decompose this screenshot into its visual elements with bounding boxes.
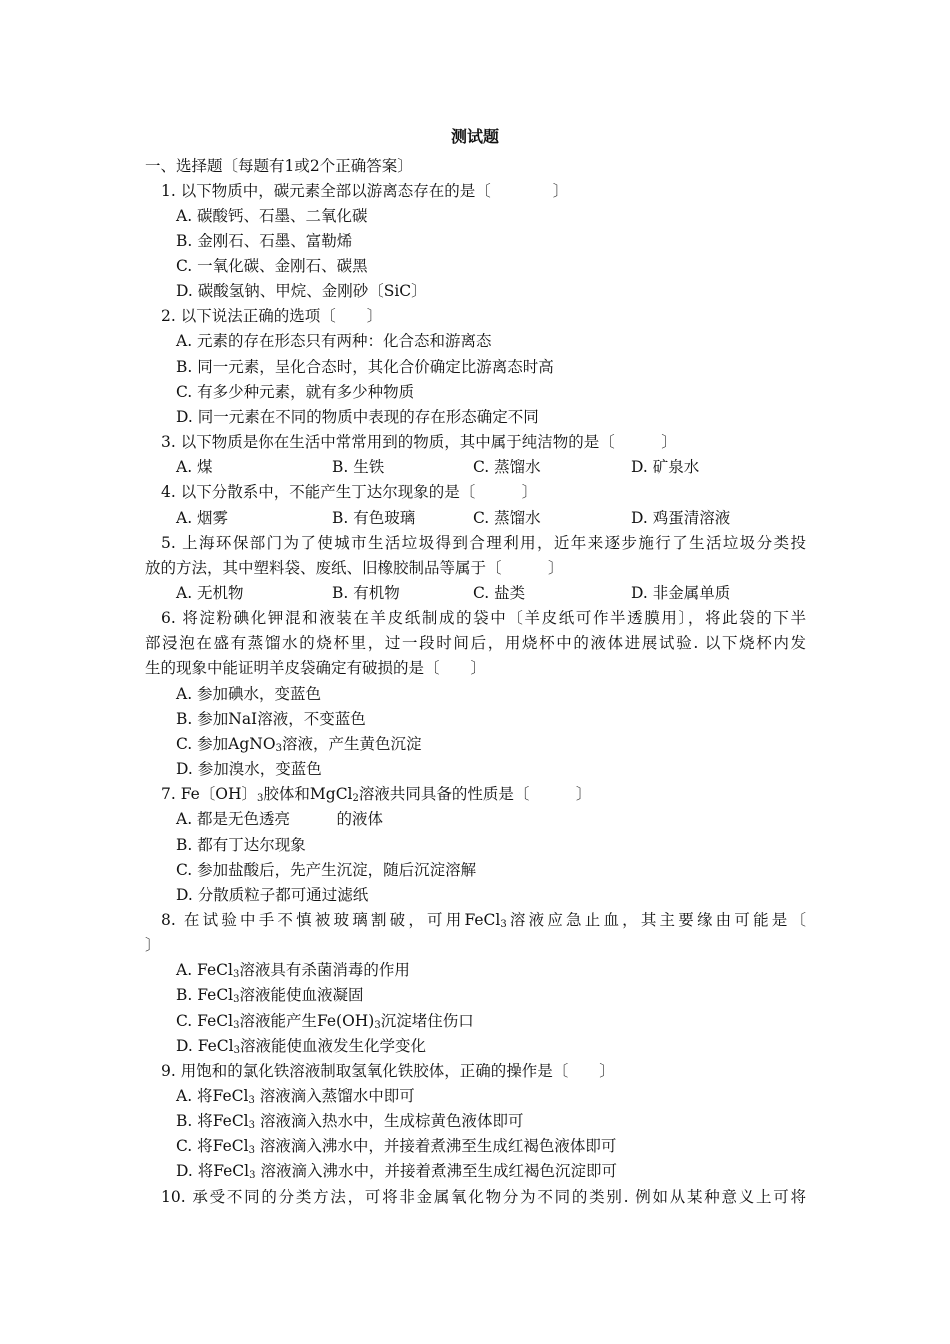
q8-stem-line2: 〕	[145, 936, 161, 954]
q8-option-b-subscript: 3	[233, 994, 240, 1005]
q7-option-d: D. 分散质粒子都可通过滤纸	[176, 886, 369, 904]
q6-option-d: D. 参加溴水，变蓝色	[176, 760, 322, 778]
q6-option-b-text: 溶液，不变蓝色	[257, 710, 366, 728]
q2-stem: 2. 以下说法正确的选项〔 〕	[161, 307, 383, 325]
q8-option-c-subscript2: 3	[374, 1020, 381, 1031]
q8-stem-line1	[161, 909, 806, 931]
q8-option-b-prefix: B. FeCl	[176, 986, 234, 1004]
q1-option-b: B. 金刚石、石墨、富勒烯	[176, 232, 353, 250]
q5-option-a: A. 无机物	[176, 584, 244, 602]
q6-option-c-subscript: 3	[275, 743, 282, 754]
q9-option-c-prefix: C. 将FeCl	[176, 1137, 249, 1155]
q7-stem-subscript2: 2	[352, 793, 359, 804]
q5-option-c: C. 盐类	[473, 584, 526, 602]
q4-option-b: B. 有色玻璃	[332, 509, 416, 527]
q2-option-b: B. 同一元素，呈化合态时，其化合价确定比游离态时高	[176, 358, 554, 376]
q7-stem	[161, 783, 591, 805]
q8-stem-part2: 溶液应急止血，其主要缘由可能是〔	[506, 911, 806, 929]
q9-option-d	[176, 1160, 617, 1182]
q8-option-d-subscript: 3	[233, 1045, 241, 1056]
q9-option-b-prefix: B. 将FeCl	[176, 1112, 249, 1130]
q9-option-d-prefix: D. 将FeCl	[176, 1162, 250, 1180]
q7-stem-part1: 7. Fe〔OH〕	[161, 785, 258, 803]
q8-option-c-middle: 溶液能产生Fe(OH)	[239, 1012, 375, 1030]
page-title: 测试题	[450, 127, 499, 146]
q1-stem: 1. 以下物质中，碳元素全部以游离态存在的是〔 〕	[161, 182, 569, 200]
q4-option-c: C. 蒸馏水	[473, 509, 541, 527]
q8-stem-subscript: 3	[500, 919, 507, 930]
q8-option-b	[176, 984, 364, 1006]
q9-option-c-subscript: 3	[248, 1145, 255, 1156]
q9-stem: 9. 用饱和的氯化铁溶液制取氢氧化铁胶体，正确的操作是〔 〕	[161, 1062, 615, 1080]
q8-option-c-prefix: C. FeCl	[176, 1012, 234, 1030]
q3-option-a: A. 煤	[176, 458, 213, 476]
q6-option-c-formula: AgNO	[228, 735, 276, 753]
q8-option-d	[176, 1035, 426, 1057]
q5-option-b: B. 有机物	[332, 584, 400, 602]
q6-option-c	[176, 733, 421, 755]
q7-stem-part2: 胶体和MgCl	[263, 785, 353, 803]
q3-option-c: C. 蒸馏水	[473, 458, 541, 476]
q8-option-c-text: 沉淀堵住伤口	[380, 1012, 474, 1030]
q9-option-a	[176, 1085, 415, 1107]
q8-option-b-text: 溶液能使血液凝固	[239, 986, 364, 1004]
q10-stem-line1: 10. 承受不同的分类方法，可将非金属氧化物分为不同的类别. 例如从某种意义上可将	[161, 1188, 806, 1206]
q9-option-b	[176, 1110, 523, 1132]
q6-option-c-text: 溶液，产生黄色沉淀	[281, 735, 422, 753]
q8-option-a-text: 溶液具有杀菌消毒的作用	[239, 961, 410, 979]
q4-option-d: D. 鸡蛋清溶液	[631, 509, 731, 527]
q2-option-a: A. 元素的存在形态只有两种：化合态和游离态	[176, 332, 492, 350]
q9-option-c-text: 溶液滴入沸水中，并接着煮沸至生成红褐色液体即可	[254, 1137, 617, 1155]
q1-option-a: A. 碳酸钙、石墨、二氧化碳	[176, 207, 368, 225]
q7-stem-part3: 溶液共同具备的性质是〔 〕	[358, 785, 592, 803]
q6-option-b	[176, 708, 366, 730]
q8-stem-part1: 8. 在试验中手不慎被玻璃割破，可用FeCl	[161, 911, 501, 929]
q7-option-a: A. 都是无色透亮 的液体	[176, 810, 384, 828]
q3-option-b: B. 生铁	[332, 458, 385, 476]
q6-option-b-prefix: B. 参加	[176, 710, 229, 728]
q6-stem-line2: 部浸泡在盛有蒸馏水的烧杯里，过一段时间后，用烧杯中的液体进展试验. 以下烧杯内发	[145, 634, 806, 652]
q8-option-a	[176, 959, 410, 981]
q6-option-c-prefix: C. 参加	[176, 735, 229, 753]
q6-option-a: A. 参加碘水，变蓝色	[176, 685, 322, 703]
q2-option-c: C. 有多少种元素，就有多少种物质	[176, 383, 415, 401]
q8-option-d-prefix: D. FeCl	[176, 1037, 234, 1055]
q8-option-a-prefix: A. FeCl	[176, 961, 233, 979]
q8-option-c-subscript1: 3	[233, 1020, 240, 1031]
q5-stem-line2: 放的方法，其中塑料袋、废纸、旧橡胶制品等属于〔 〕	[145, 559, 564, 577]
q9-option-d-subscript: 3	[249, 1170, 256, 1181]
q9-option-a-subscript: 3	[248, 1095, 255, 1106]
q3-stem: 3. 以下物质是你在生活中常常用到的物质，其中属于纯洁物的是〔 〕	[161, 433, 677, 451]
q6-stem-line3: 生的现象中能证明羊皮袋确定有破损的是〔 〕	[145, 659, 487, 677]
q3-option-d: D. 矿泉水	[631, 458, 700, 476]
q9-option-d-text: 溶液滴入沸水中，并接着煮沸至生成红褐色沉淀即可	[255, 1162, 617, 1180]
q8-option-a-subscript: 3	[232, 969, 240, 980]
q4-stem: 4. 以下分散系中，不能产生丁达尔现象的是〔 〕	[161, 483, 538, 501]
q6-option-b-formula: NaI	[228, 710, 258, 728]
q7-stem-subscript1: 3	[257, 793, 264, 804]
q9-option-a-prefix: A. 将FeCl	[176, 1087, 249, 1105]
q1-option-d: D. 碳酸氢钠、甲烷、金刚砂〔SiC〕	[176, 282, 427, 300]
q4-option-a: A. 烟雾	[176, 509, 229, 527]
q9-option-b-subscript: 3	[248, 1120, 256, 1131]
q6-stem-line1: 6. 将淀粉碘化钾混和液装在羊皮纸制成的袋中〔羊皮纸可作半透膜用〕，将此袋的下半	[161, 609, 806, 627]
q8-option-c	[176, 1010, 474, 1032]
q5-option-d: D. 非金属单质	[631, 584, 731, 602]
q9-option-c	[176, 1135, 616, 1157]
q9-option-b-text: 溶液滴入热水中，生成棕黄色液体即可	[255, 1112, 524, 1130]
q2-option-d: D. 同一元素在不同的物质中表现的存在形态确定不同	[176, 408, 539, 426]
q7-option-b: B. 都有丁达尔现象	[176, 836, 306, 854]
q1-option-c: C. 一氧化碳、金刚石、碳黑	[176, 257, 368, 275]
q5-stem-line1: 5. 上海环保部门为了使城市生活垃圾得到合理利用，近年来逐步施行了生活垃圾分类投	[161, 534, 806, 552]
q7-option-c: C. 参加盐酸后，先产生沉淀，随后沉淀溶解	[176, 861, 477, 879]
q8-option-d-text: 溶液能使血液发生化学变化	[240, 1037, 427, 1055]
q9-option-a-text: 溶液滴入蒸馏水中即可	[254, 1087, 415, 1105]
section-heading: 一、选择题〔每题有1或2个正确答案〕	[145, 157, 413, 175]
